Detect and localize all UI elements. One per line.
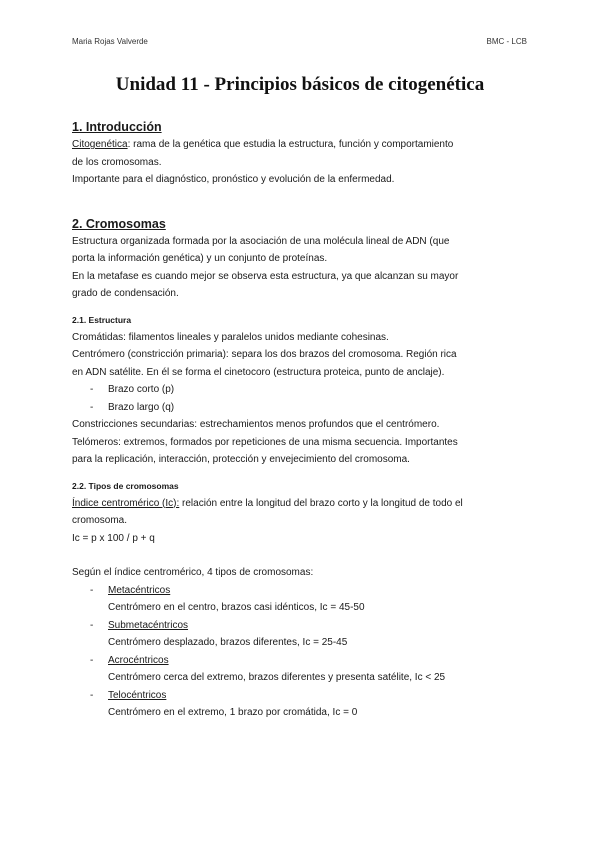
- header-author: Maria Rojas Valverde: [72, 37, 148, 46]
- type-name-telocentricos: Telocéntricos: [108, 689, 167, 701]
- estructura-line5: Telómeros: extremos, formados por repeticiones de una misma secuencia. Importantes: [72, 436, 458, 448]
- estructura-line1: Cromátidas: filamentos lineales y paralelos unidos mediante cohesinas.: [72, 331, 389, 343]
- list-item: - Brazo largo (q): [90, 401, 175, 413]
- intro-def-line2: de los cromosomas.: [72, 156, 162, 168]
- type-name-metacentricos: Metacéntricos: [108, 584, 171, 596]
- cromosomas-line3: En la metafase es cuando mejor se observa esta estructura, ya que alcanzan su mayor: [72, 270, 459, 282]
- estructura-line6: para la replicación, interacción, protección y envejecimiento del cromosoma.: [72, 454, 410, 465]
- type-desc-acrocentricos: Centrómero cerca del extremo, brazos diferentes y presenta satélite, Ic < 25: [108, 672, 446, 683]
- section-heading-estructura: 2.1. Estructura: [72, 314, 132, 325]
- cromosomas-line2: porta la información genética) y un conjunto de proteínas.: [72, 253, 328, 264]
- intro-line3: Importante para el diagnóstico, pronóstico y evolución de la enfermedad.: [72, 174, 395, 185]
- type-name-acrocentricos: Acrocéntricos: [108, 654, 169, 666]
- estructura-line2: Centrómero (constricción primaria): separa los dos brazos del cromosoma. Región rica: [72, 349, 457, 360]
- list-item: - Submetacéntricos: [90, 619, 189, 631]
- type-name-submetacentricos: Submetacéntricos: [108, 619, 189, 631]
- tipos-def-line2: cromosoma.: [72, 515, 128, 526]
- type-desc-metacentricos: Centrómero en el centro, brazos casi idénticos, Ic = 45-50: [108, 602, 365, 613]
- list-item: - Brazo corto (p): [90, 384, 175, 395]
- bullet-brazo-corto: Brazo corto (p): [108, 384, 175, 395]
- tipos-definition: Índice centromérico (Ic): relación entre la longitud del brazo corto y la longitud de todo el: [72, 497, 463, 509]
- type-desc-telocentricos: Centrómero en el extremo, 1 brazo por cromátida, Ic = 0: [108, 707, 358, 718]
- cromosomas-line4: grado de condensación.: [72, 288, 179, 299]
- estructura-line3: en ADN satélite. En él se forma el cinetocoro (estructura proteica, punto de anclaje).: [72, 366, 445, 378]
- header-course: BMC - LCB: [486, 37, 527, 46]
- list-item: - Acrocéntricos: [90, 654, 169, 666]
- section-heading-tipos: 2.2. Tipos de cromosomas: [72, 480, 179, 491]
- tipos-def-line1: relación entre la longitud del brazo corto y la longitud de todo el: [179, 497, 463, 509]
- tipos-intro: Según el índice centromérico, 4 tipos de cromosomas:: [72, 567, 314, 578]
- list-item: - Telocéntricos: [90, 689, 167, 701]
- intro-term: Citogenética: [72, 139, 128, 150]
- section-heading-intro: 1. Introducción: [72, 120, 162, 134]
- tipos-formula: Ic = p x 100 / p + q: [72, 532, 155, 544]
- intro-def-line1: : rama de la genética que estudia la estructura, función y comportamiento: [127, 139, 454, 150]
- section-heading-cromosomas: 2. Cromosomas: [72, 216, 166, 231]
- list-item: - Metacéntricos: [90, 584, 171, 596]
- page-title: Unidad 11 - Principios básicos de citogenética: [115, 74, 485, 95]
- intro-definition: [72, 136, 532, 154]
- bullet-brazo-largo: Brazo largo (q): [108, 401, 175, 413]
- type-desc-submetacentricos: Centrómero desplazado, brazos diferentes, Ic = 25-45: [108, 637, 348, 648]
- document-body: [72, 118, 532, 722]
- estructura-line4: Constricciones secundarias: estrechamientos menos profundos que el centrómero.: [72, 419, 440, 430]
- tipos-term: Índice centromérico (Ic): [72, 497, 177, 509]
- cromosomas-line1: Estructura organizada formada por la asociación de una molécula lineal de ADN (que: [72, 235, 450, 247]
